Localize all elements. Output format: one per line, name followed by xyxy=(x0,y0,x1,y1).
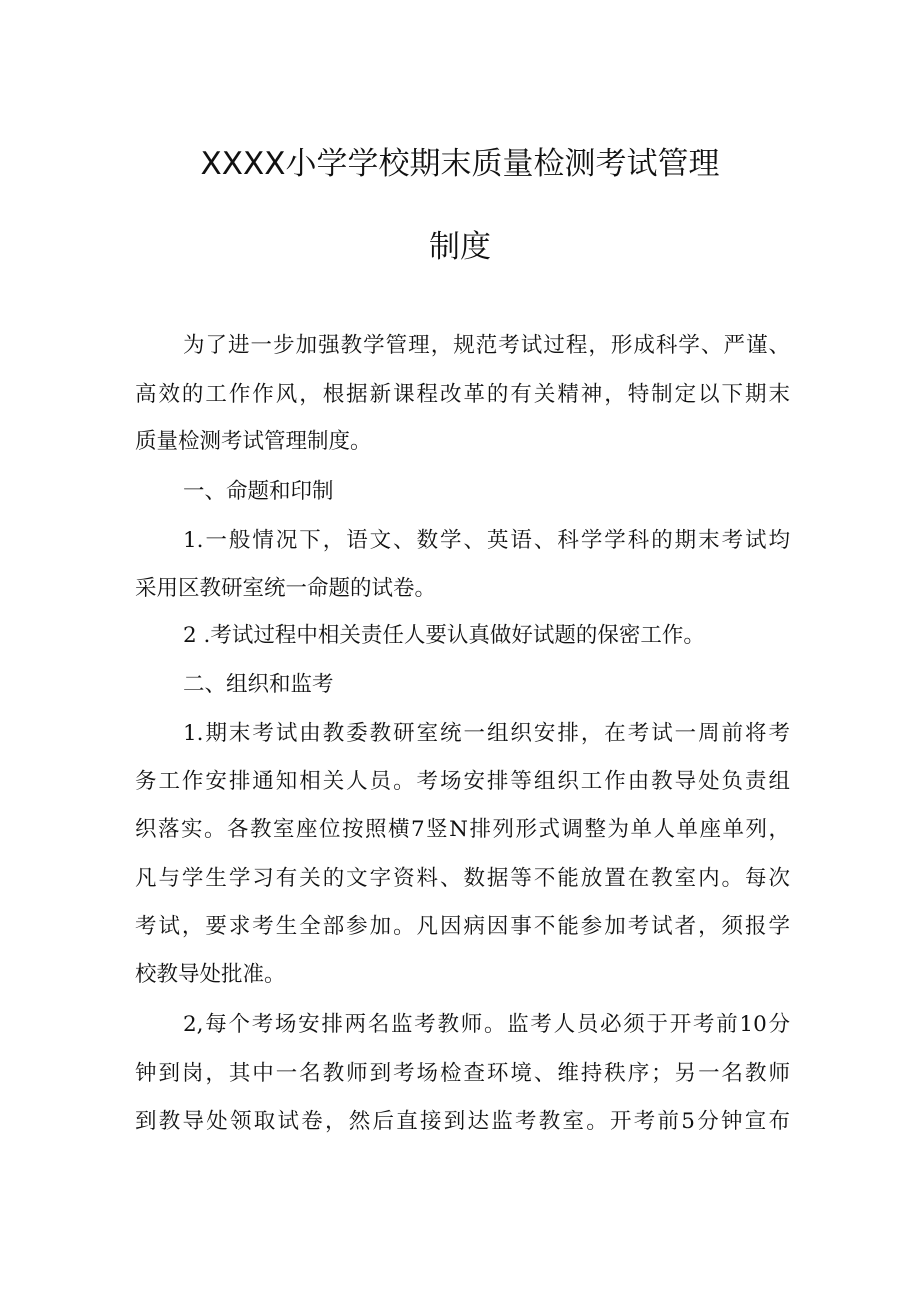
paragraph-line: 质量检测考试管理制度。 xyxy=(135,429,372,454)
paragraph-line: 务工作安排通知相关人员。考场安排等组织工作由教导处负责组 xyxy=(135,769,790,794)
paragraph-line: 1.一般情况下，语文、数学、英语、科学学科的期末考试均 xyxy=(183,528,790,553)
paragraph-line: 织落实。各教室座位按照横7竖N排列形式调整为单人单座单列， xyxy=(135,817,790,842)
paragraph-line: 2 .考试过程中相关责任人要认真做好试题的保密工作。 xyxy=(183,623,705,648)
paragraph-line: 校教导处批准。 xyxy=(135,962,286,987)
section-heading: 一、命题和印制 xyxy=(183,479,334,504)
document-title-line-2: 制度 xyxy=(429,229,491,265)
paragraph-line: 采用区教研室统一命题的试卷。 xyxy=(135,576,437,601)
document-title-line-1: XXXX小学学校期末质量检测考试管理 xyxy=(200,146,720,182)
paragraph-line: 为了进一步加强教学管理，规范考试过程，形成科学、严谨、 xyxy=(183,333,790,358)
paragraph-line: 考试，要求考生全部参加。凡因病因事不能参加考试者，须报学 xyxy=(135,914,790,939)
paragraph-line: 到教导处领取试卷，然后直接到达监考教室。开考前5分钟宣布 xyxy=(135,1109,790,1134)
paragraph-line: 2,每个考场安排两名监考教师。监考人员必须于开考前10分 xyxy=(183,1012,790,1037)
paragraph-line: 高效的工作作风，根据新课程改革的有关精神，特制定以下期末 xyxy=(135,382,790,407)
section-heading: 二、组织和监考 xyxy=(183,672,334,697)
paragraph-line: 钟到岗，其中一名教师到考场检查环境、维持秩序；另一名教师 xyxy=(135,1061,790,1086)
paragraph-line: 凡与学生学习有关的文字资料、数据等不能放置在教室内。每次 xyxy=(135,866,790,891)
paragraph-line: 1.期末考试由教委教研室统一组织安排，在考试一周前将考 xyxy=(183,721,790,746)
